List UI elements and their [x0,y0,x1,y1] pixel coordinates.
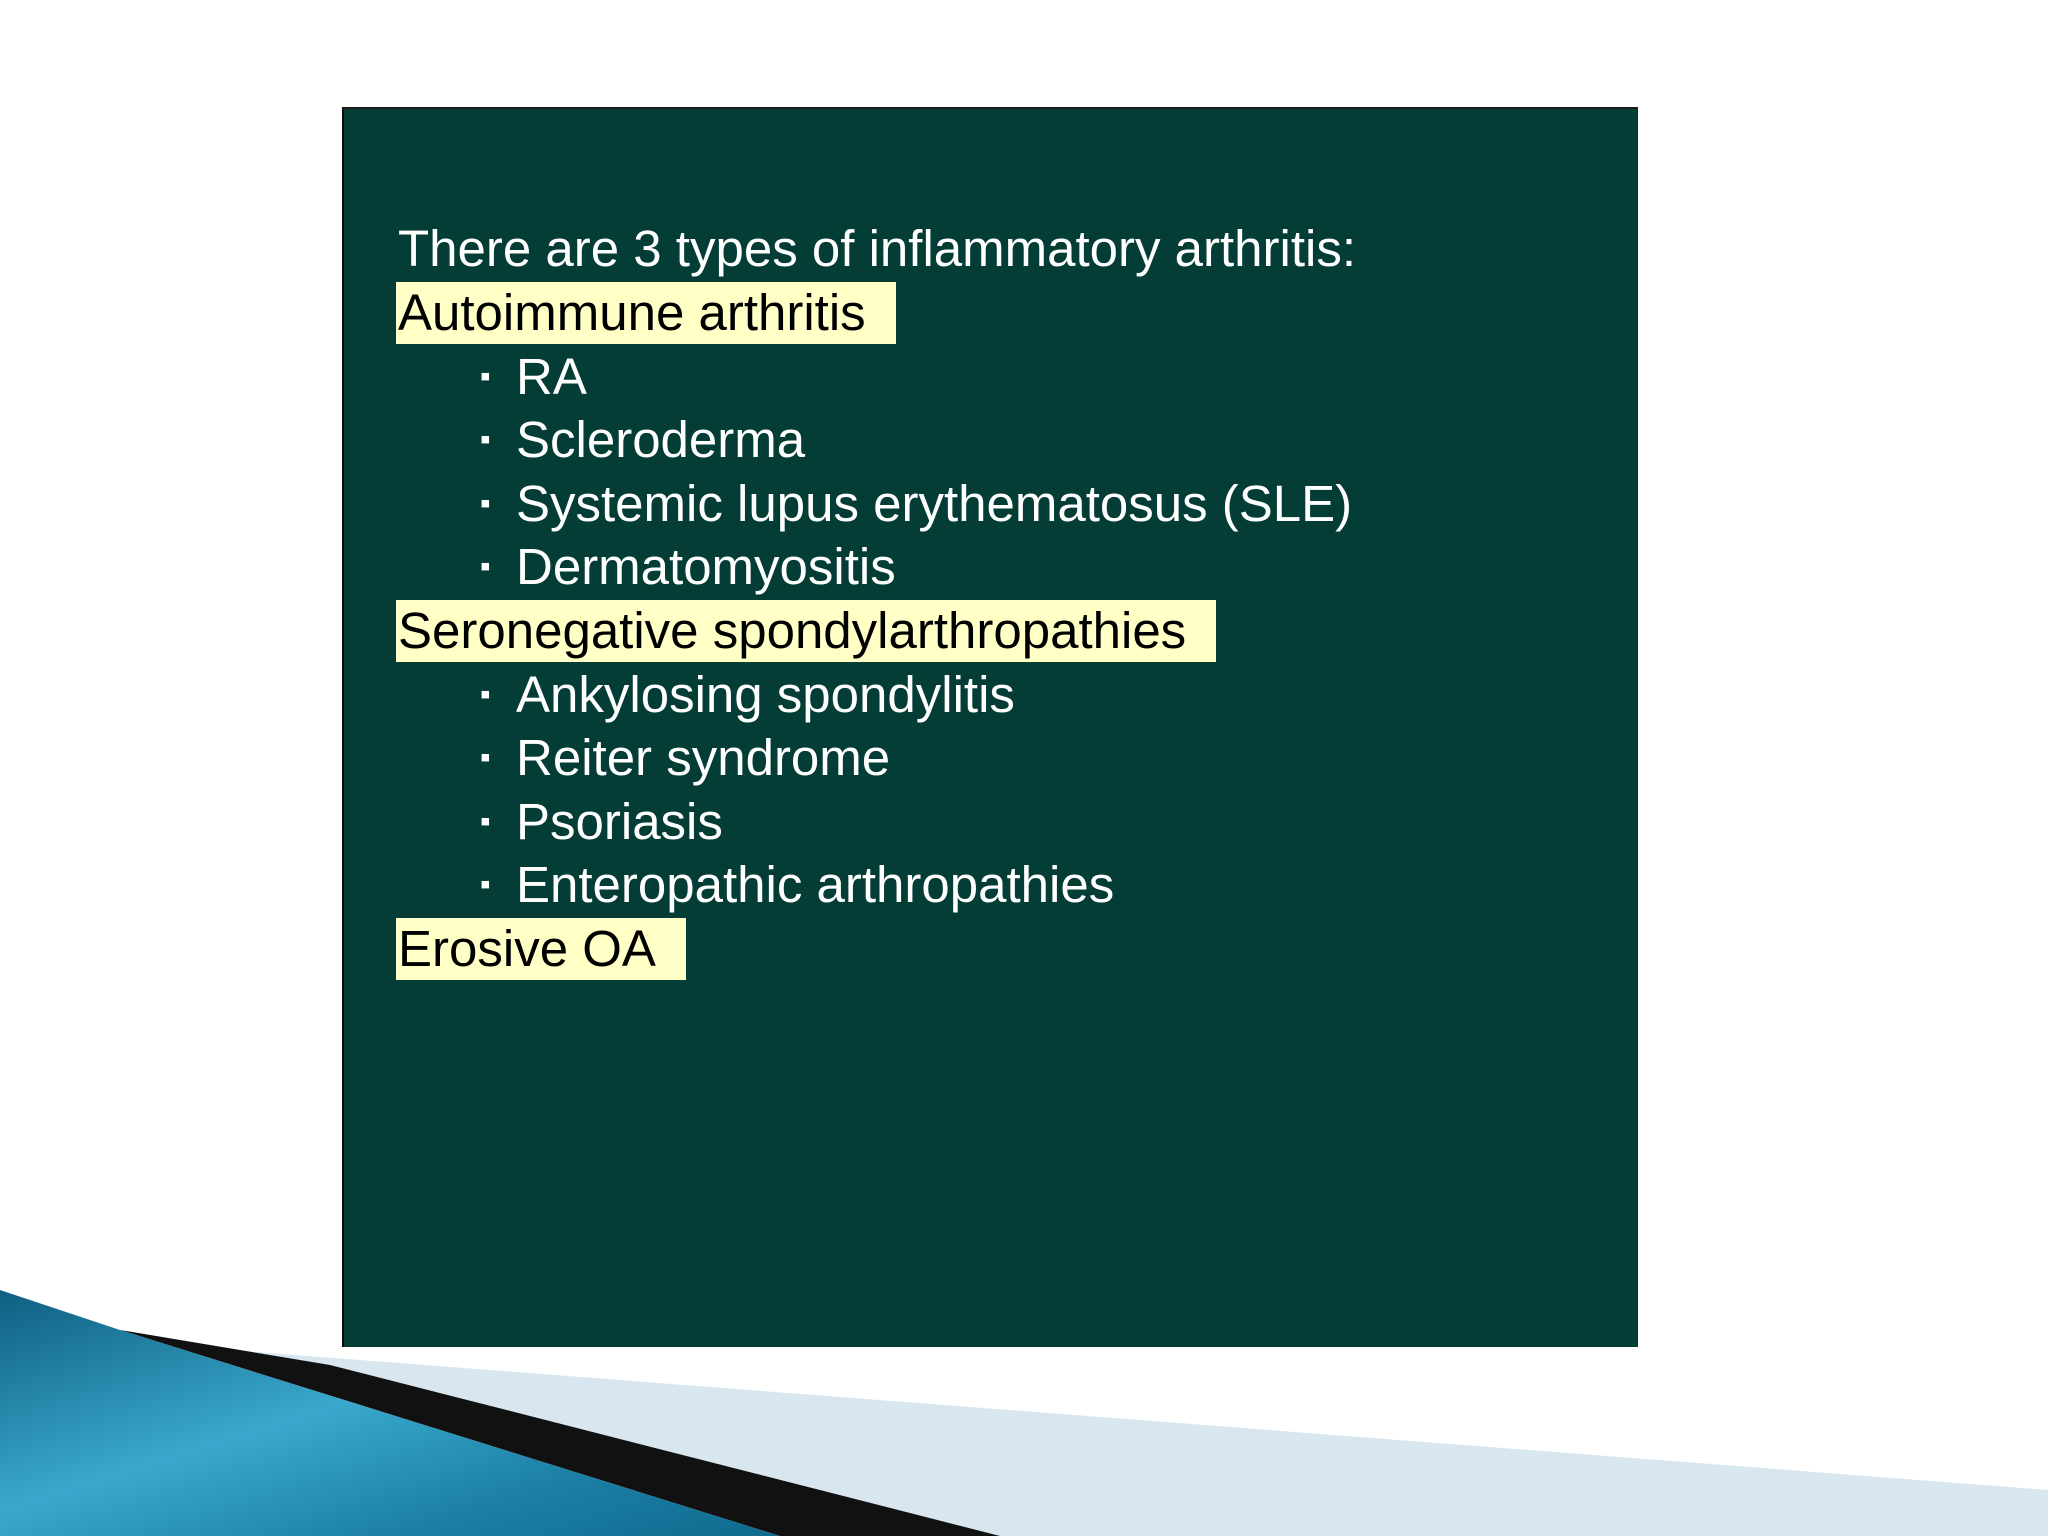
category-heading [398,599,1356,663]
list-item [398,853,1356,917]
list-item-text: Scleroderma [516,411,806,468]
list-item [398,790,1356,854]
list-item-text: Dermatomyositis [516,538,896,595]
category-label-autoimmune: Autoimmune arthritis [396,282,896,344]
content-panel [342,107,1638,1347]
bullet-icon: ▪ [480,677,491,711]
category-heading [398,281,1356,345]
bullet-icon: ▪ [480,359,491,393]
slide-content [398,217,1356,981]
list-item-text: Ankylosing spondylitis [516,665,1015,723]
category-label-seronegative: Seronegative spondylarthropathies [396,600,1216,662]
list-item-text: RA [516,347,587,405]
bullet-icon: ▪ [480,486,491,520]
list-item-text: Psoriasis [516,792,723,850]
list-item [398,408,1356,472]
bullet-icon: ▪ [480,741,491,774]
category-heading [398,917,1356,981]
bullet-icon: ▪ [480,550,491,583]
category-label-erosive-oa: Erosive OA [396,918,686,980]
list-item [398,726,1356,790]
intro-text: There are 3 types of inflammatory arthritis: [398,220,1357,277]
list-item-text: Reiter syndrome [516,729,891,786]
bullet-icon: ▪ [480,868,491,901]
bullet-icon: ▪ [480,423,491,456]
list-item [398,345,1356,409]
bullet-icon: ▪ [480,804,491,838]
list-item [398,472,1356,536]
list-item-text: Systemic lupus erythematosus (SLE) [516,474,1353,532]
list-item-text: Enteropathic arthropathies [516,856,1115,913]
list-item [398,535,1356,599]
list-item [398,663,1356,727]
